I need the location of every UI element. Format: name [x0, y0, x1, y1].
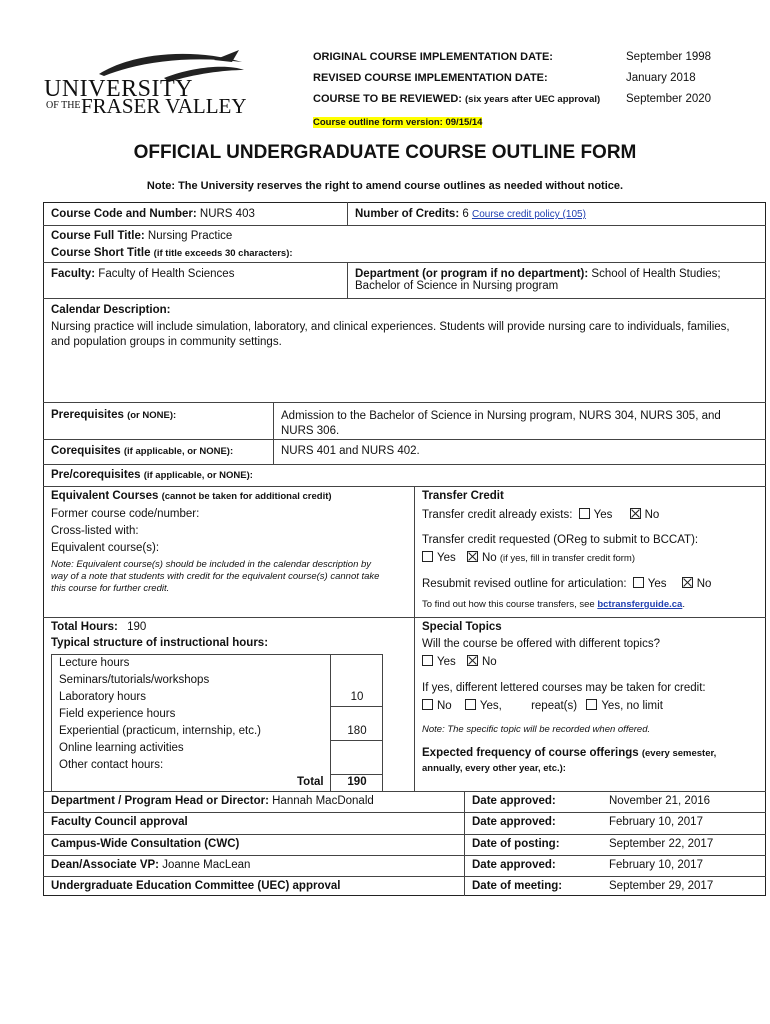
transfer-exists-no-label: No [644, 509, 660, 521]
hours-row[interactable] [52, 672, 382, 689]
hours-row-label: Field experience hours [59, 708, 176, 720]
faculty-label: Faculty: [51, 268, 96, 280]
course-code-label: Course Code and Number: [51, 208, 197, 220]
frequency-label: Expected frequency of course offerings [422, 747, 639, 759]
calendar-description[interactable] [51, 320, 756, 350]
approval-date[interactable]: September 22, 2017 [609, 838, 714, 850]
review-date-label: COURSE TO BE REVIEWED: [313, 93, 462, 105]
transfer-credit-label: Transfer Credit [422, 490, 504, 502]
calendar-label: Calendar Description: [51, 304, 171, 316]
transfer-requested-note: (if yes, fill in transfer credit form) [499, 553, 636, 564]
faculty-field[interactable] [51, 268, 234, 280]
former-course-field[interactable]: Former course code/number: [51, 508, 200, 520]
hours-row-label: Laboratory hours [59, 691, 146, 703]
lettered-no-label: No [437, 700, 452, 712]
frequency-note-2: annually, every other year, etc.): [422, 763, 566, 774]
credit-policy-link[interactable]: Course credit policy (105) [471, 209, 586, 220]
prereq-value-2: NURS 306. [281, 425, 340, 437]
approval-label: Campus-Wide Consultation (CWC) [51, 838, 240, 850]
precoreq-note: (if applicable, or NONE): [143, 470, 253, 481]
credits-field[interactable] [355, 208, 586, 220]
approval-row [51, 816, 188, 828]
approval-label: Undergraduate Education Committee (UEC) approval [51, 880, 341, 892]
lettered-nolimit-label: Yes, no limit [601, 700, 663, 712]
hours-total-label: Total [297, 776, 324, 788]
logo-of-the: OF THE [46, 100, 81, 111]
equivalent-label: Equivalent Courses [51, 490, 159, 502]
hours-row-label: Online learning activities [59, 742, 184, 754]
equivalent-note [51, 559, 411, 595]
form-version-text: Course outline form version: 09/15/14 [313, 117, 483, 128]
prereq-value[interactable] [281, 409, 761, 439]
transfer-requested-yes-checkbox[interactable] [422, 551, 433, 562]
special-topics-label: Special Topics [422, 621, 502, 633]
approval-row [51, 859, 250, 871]
resubmit-row [422, 577, 711, 590]
special-topics-note: Note: The specific topic will be recorded when offered. [422, 724, 651, 735]
equivalent-note-2: way of a note that students with credit for the equivalent course(s) cannot take [51, 571, 380, 582]
full-title-value: Nursing Practice [147, 230, 233, 242]
frequency-field[interactable] [422, 746, 762, 776]
approval-date[interactable]: September 29, 2017 [609, 880, 714, 892]
hours-table [51, 654, 383, 792]
department-value-2: Bachelor of Science in Nursing program [355, 280, 559, 292]
hours-row-value: 180 [347, 725, 367, 737]
transfer-find-out-text: To find out how this course transfers, see [422, 599, 595, 610]
calendar-line-1: Nursing practice will include simulation, laboratory, and clinical experiences. Students will provide nursing care to individuals, families, [51, 321, 730, 333]
transfer-exists-no-checkbox[interactable] [630, 508, 641, 519]
special-topics-yes-checkbox[interactable] [422, 655, 433, 666]
prereq-value-1: Admission to the Bachelor of Science in Nursing program, NURS 304, NURS 305, and [281, 410, 721, 422]
hours-total-value: 190 [347, 776, 367, 788]
approval-date-label: Date of meeting: [472, 880, 563, 892]
approval-date-label: Date approved: [472, 816, 556, 828]
hours-row-value: 10 [350, 691, 364, 703]
prereq-label-group [51, 409, 176, 421]
lettered-nolimit-checkbox[interactable] [586, 699, 597, 710]
hours-row-label: Lecture hours [59, 657, 130, 669]
approval-date[interactable]: November 21, 2016 [609, 795, 711, 807]
page-title: OFFICIAL UNDERGRADUATE COURSE OUTLINE FORM [133, 142, 637, 163]
approval-row [51, 795, 374, 807]
approval-row [51, 880, 340, 892]
cross-listed-field[interactable]: Cross-listed with: [51, 525, 139, 537]
full-title-label: Course Full Title: [51, 230, 145, 242]
frequency-note-1: (every semester, [641, 748, 717, 759]
credits-label: Number of Credits: [355, 208, 460, 220]
review-date-note: (six years after UEC approval) [465, 94, 601, 105]
transfer-requested-yes-label: Yes [437, 552, 456, 564]
transfer-find-out-end: . [682, 599, 685, 610]
department-field[interactable] [355, 268, 755, 292]
hours-row[interactable] [52, 706, 382, 723]
resubmit-question: Resubmit revised outline for articulation: [422, 578, 627, 590]
original-date-row [313, 51, 733, 63]
hours-row[interactable] [52, 757, 382, 774]
resubmit-yes-checkbox[interactable] [633, 577, 644, 588]
original-date-value: September 1998 [626, 51, 712, 63]
precoreq-label: Pre/corequisites [51, 469, 141, 481]
review-date-row [313, 93, 733, 105]
transfer-exists-yes-checkbox[interactable] [579, 508, 590, 519]
ufv-logo [44, 48, 249, 120]
equivalent-note-3: this course for further credit. [51, 583, 170, 594]
coreq-label: Corequisites [51, 445, 121, 457]
logo-fraser-valley: FRASER VALLEY [81, 94, 247, 118]
transfer-find-out [422, 599, 685, 610]
transfer-exists-yes-label: Yes [593, 509, 613, 521]
hours-row[interactable] [52, 740, 382, 757]
equivalent-label-note: (cannot be taken for additional credit) [161, 491, 332, 502]
transfer-requested-question: Transfer credit requested (OReg to submit to BCCAT): [422, 534, 699, 546]
special-topics-no-checkbox[interactable] [467, 655, 478, 666]
department-value-1: School of Health Studies; [591, 268, 721, 280]
lettered-row [422, 699, 752, 712]
lettered-repeat-label: repeat(s) [531, 700, 578, 712]
lettered-no-checkbox[interactable] [422, 699, 433, 710]
approval-date-label: Date approved: [472, 795, 556, 807]
equivalent-label-group [51, 490, 332, 502]
approval-label: Faculty Council approval [51, 816, 188, 828]
special-topics-question: Will the course be offered with different topics? [422, 638, 661, 650]
transfer-exists-question: Transfer credit already exists: [422, 509, 573, 521]
special-topics-no-label: No [481, 656, 497, 668]
approval-label: Department / Program Head or Director: [51, 795, 269, 807]
resubmit-no-label: No [696, 578, 712, 590]
bctransferguide-link[interactable]: bctransferguide.ca [597, 599, 683, 610]
department-label: Department (or program if no department): [355, 268, 589, 280]
transfer-requested-row [422, 551, 635, 564]
resubmit-no-checkbox[interactable] [682, 577, 693, 588]
approval-name: Joanne MacLean [162, 859, 251, 871]
review-date-value: September 2020 [626, 93, 712, 105]
approval-name: Hannah MacDonald [272, 795, 374, 807]
hours-row[interactable] [52, 655, 382, 672]
approval-row [51, 838, 239, 850]
total-hours-field[interactable] [51, 621, 146, 633]
total-hours-value: 190 [127, 621, 147, 633]
lettered-yes-checkbox[interactable] [465, 699, 476, 710]
special-topics-yes-label: Yes [437, 656, 456, 668]
lettered-yes-label: Yes, [479, 700, 502, 712]
coreq-value[interactable]: NURS 401 and NURS 402. [281, 445, 420, 457]
course-code-value: NURS 403 [199, 208, 255, 220]
original-date-label: ORIGINAL COURSE IMPLEMENTATION DATE: [313, 51, 553, 63]
logo-university: UNIVERSITY [44, 76, 193, 102]
approval-date-label: Date approved: [472, 859, 556, 871]
hours-row[interactable] [52, 689, 382, 706]
prereq-label: Prerequisites [51, 409, 124, 421]
hours-row-label: Experiential (practicum, internship, etc.) [59, 725, 261, 737]
transfer-exists-row [422, 508, 659, 521]
lettered-question: If yes, different lettered courses may be taken for credit: [422, 682, 706, 694]
short-title-label: Course Short Title [51, 247, 151, 259]
precoreq-label-group[interactable] [51, 469, 253, 481]
approval-date[interactable]: February 10, 2017 [609, 859, 703, 871]
transfer-requested-no-label: No [481, 552, 497, 564]
revised-date-row [313, 72, 733, 84]
calendar-line-2: and population groups in community settings. [51, 336, 282, 348]
hours-total-row [52, 774, 382, 791]
revised-date-label: REVISED COURSE IMPLEMENTATION DATE: [313, 72, 548, 84]
approval-label: Dean/Associate VP: [51, 859, 160, 871]
hours-row-label: Seminars/tutorials/workshops [59, 674, 210, 686]
total-hours-label: Total Hours: [51, 621, 118, 633]
equivalent-note-1: Note: Equivalent course(s) should be included in the calendar description by [51, 559, 372, 570]
equivalent-courses-field[interactable]: Equivalent course(s): [51, 542, 160, 554]
revised-date-value: January 2018 [626, 72, 696, 84]
form-version [313, 112, 482, 130]
course-code-field[interactable] [51, 208, 255, 220]
hours-row[interactable] [52, 723, 382, 740]
coreq-note: (if applicable, or NONE): [123, 446, 234, 457]
hours-row-label: Other contact hours: [59, 759, 164, 771]
structure-label: Typical structure of instructional hours: [51, 637, 269, 649]
page-note: Note: The University reserves the right to amend course outlines as needed without notice. [146, 180, 624, 192]
short-title-note: (if title exceeds 30 characters): [153, 248, 293, 259]
full-title-field[interactable] [51, 230, 232, 242]
special-topics-row [422, 655, 497, 668]
prereq-note: (or NONE): [127, 410, 177, 421]
coreq-label-group [51, 445, 233, 457]
approval-date[interactable]: February 10, 2017 [609, 816, 703, 828]
approval-date-label: Date of posting: [472, 838, 560, 850]
faculty-value: Faculty of Health Sciences [98, 268, 235, 280]
credits-value: 6 [462, 208, 469, 220]
transfer-requested-no-checkbox[interactable] [467, 551, 478, 562]
resubmit-yes-label: Yes [647, 578, 667, 590]
short-title-field[interactable] [51, 247, 293, 259]
